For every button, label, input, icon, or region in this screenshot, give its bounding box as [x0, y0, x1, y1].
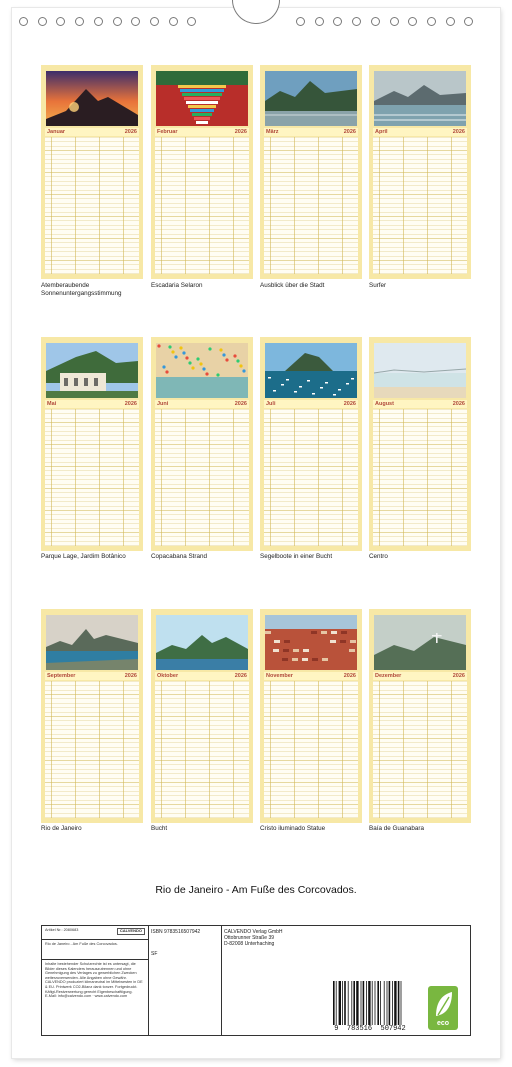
- month-caption: Escadaria Selaron: [151, 282, 203, 289]
- planner-grid: [264, 409, 358, 546]
- planner-grid: [45, 137, 139, 274]
- month-year: 2026: [343, 129, 356, 135]
- contact-email: E-Mail: info@calvendo.com · www.calvendo.com: [45, 994, 128, 999]
- month-caption: Centro: [369, 553, 388, 560]
- binding-hole: [56, 17, 65, 26]
- month-year: 2026: [234, 129, 247, 135]
- barcode: [329, 981, 411, 1033]
- month-name: Juni: [157, 401, 169, 407]
- month-photo: [374, 343, 466, 398]
- month-panel-2: [151, 65, 253, 279]
- binding-hole: [150, 17, 159, 26]
- month-year: 2026: [124, 673, 137, 679]
- legal-text: Inhalte bestehender Schutzrechte ist es untersagt, die Bilder dieses Kalenders herauszutrennen und ohne Genehmigung des Verlages zu gewerblichen Zwecken weiterzuverwenden. Alle Angaben ohne Gewähr. CALVENDO produziert klimaneutral im Mittelwesten in DE & EU. Printwerk CO2-Bilanz dank tonzer. Fortgedruckt. Käfigt-Restverwertung gerecht Eigenbeschaftiigung.: [45, 962, 143, 994]
- month-header: [264, 400, 358, 408]
- month-header: [155, 128, 249, 136]
- month-photo: [46, 343, 138, 398]
- binding-hole: [333, 17, 342, 26]
- eco-label: eco: [436, 1020, 450, 1027]
- month-name: September: [47, 673, 76, 679]
- planner-grid: [373, 409, 467, 546]
- month-panel-4: [369, 65, 471, 279]
- binding-hole: [315, 17, 324, 26]
- month-caption: Baía de Guanabara: [369, 825, 424, 832]
- month-name: Oktober: [157, 673, 179, 679]
- month-year: 2026: [124, 401, 137, 407]
- binding-hole: [187, 17, 196, 26]
- month-photo: [265, 615, 357, 670]
- month-name: November: [266, 673, 293, 679]
- planner-grid: [373, 137, 467, 274]
- month-panel-1: [41, 65, 143, 279]
- month-header: [373, 672, 467, 680]
- legal-row: [42, 960, 148, 1035]
- product-info-box: [41, 925, 471, 1036]
- month-panel-10: [151, 609, 253, 823]
- month-name: Februar: [157, 129, 178, 135]
- publisher-city: D-82008 Unterhaching: [224, 941, 275, 947]
- binding-hole: [19, 17, 28, 26]
- month-panel-3: [260, 65, 362, 279]
- sf-code: SF: [151, 951, 158, 957]
- month-header: [373, 400, 467, 408]
- month-header: [373, 128, 467, 136]
- planner-grid: [264, 137, 358, 274]
- info-middle-column: [149, 926, 222, 1035]
- planner-grid: [264, 681, 358, 818]
- month-photo: [46, 615, 138, 670]
- month-caption: Parque Lage, Jardim Botânico: [41, 553, 126, 560]
- month-name: April: [375, 129, 388, 135]
- month-caption: Ausblick über die Stadt: [260, 282, 325, 289]
- month-year: 2026: [234, 401, 247, 407]
- month-caption: Segelboote in einer Bucht: [260, 553, 333, 560]
- binding-hole: [446, 17, 455, 26]
- month-caption: Atemberaubende Sonnenuntergangsstimmung: [41, 282, 122, 297]
- month-header: [264, 128, 358, 136]
- binding-hole: [408, 17, 417, 26]
- article-number: Artikel Nr.: 2080683: [45, 928, 79, 932]
- planner-grid: [373, 681, 467, 818]
- binding-hole: [113, 17, 122, 26]
- month-header: [45, 128, 139, 136]
- month-year: 2026: [234, 673, 247, 679]
- binding-hole: [352, 17, 361, 26]
- month-panel-5: [41, 337, 143, 551]
- month-name: Januar: [47, 129, 66, 135]
- month-photo: [46, 71, 138, 126]
- month-panel-8: [369, 337, 471, 551]
- barcode-number: 9 783516 507942: [334, 1025, 406, 1033]
- month-year: 2026: [343, 673, 356, 679]
- product-title: Rio de Janeiro - Am Fuße des Corcovados.: [45, 942, 118, 946]
- month-panel-11: [260, 609, 362, 823]
- month-header: [45, 672, 139, 680]
- publisher-street: Ottobrunner Straße 39: [224, 935, 275, 941]
- month-header: [264, 672, 358, 680]
- month-year: 2026: [452, 401, 465, 407]
- calendar-title: Rio de Janeiro - Am Fuße des Corcovados.: [155, 884, 357, 896]
- planner-grid: [155, 137, 249, 274]
- month-caption: Bucht: [151, 825, 168, 832]
- binding-hole: [131, 17, 140, 26]
- month-header: [155, 400, 249, 408]
- product-title-row: [42, 940, 148, 960]
- month-photo: [156, 615, 248, 670]
- month-photo: [374, 615, 466, 670]
- planner-grid: [45, 681, 139, 818]
- month-caption: Cristo iluminado Statue: [260, 825, 326, 832]
- binding-hole: [427, 17, 436, 26]
- month-name: Juli: [266, 401, 276, 407]
- month-name: August: [375, 401, 394, 407]
- month-header: [45, 400, 139, 408]
- month-photo: [265, 71, 357, 126]
- binding-hole: [390, 17, 399, 26]
- binding-hole: [94, 17, 103, 26]
- month-panel-6: [151, 337, 253, 551]
- binding-hole: [296, 17, 305, 26]
- month-photo: [265, 343, 357, 398]
- article-row: [42, 926, 148, 940]
- month-year: 2026: [452, 129, 465, 135]
- month-header: [155, 672, 249, 680]
- binding-hole: [38, 17, 47, 26]
- planner-grid: [155, 681, 249, 818]
- month-year: 2026: [343, 401, 356, 407]
- month-year: 2026: [124, 129, 137, 135]
- calvendo-logo: CALVENDO: [117, 928, 145, 935]
- planner-grid: [155, 409, 249, 546]
- month-panel-12: [369, 609, 471, 823]
- month-panel-9: [41, 609, 143, 823]
- isbn: ISBN 9783516507942: [151, 929, 201, 935]
- month-caption: Surfer: [369, 282, 387, 289]
- month-caption: Rio de Janeiro: [41, 825, 82, 832]
- info-left-column: [42, 926, 149, 1035]
- month-caption: Copacabana Strand: [151, 553, 208, 560]
- month-panel-7: [260, 337, 362, 551]
- publisher-name: CALVENDO Verlag GmbH: [224, 929, 283, 935]
- binding-hole: [464, 17, 473, 26]
- month-photo: [156, 71, 248, 126]
- month-name: März: [266, 129, 279, 135]
- binding-hole: [169, 17, 178, 26]
- eco-badge: [428, 986, 458, 1030]
- month-photo: [374, 71, 466, 126]
- barcode-bars: [329, 981, 411, 1025]
- month-photo: [156, 343, 248, 398]
- month-name: Mai: [47, 401, 57, 407]
- binding-hole: [75, 17, 84, 26]
- planner-grid: [45, 409, 139, 546]
- month-year: 2026: [452, 673, 465, 679]
- binding-hole: [371, 17, 380, 26]
- month-name: Dezember: [375, 673, 402, 679]
